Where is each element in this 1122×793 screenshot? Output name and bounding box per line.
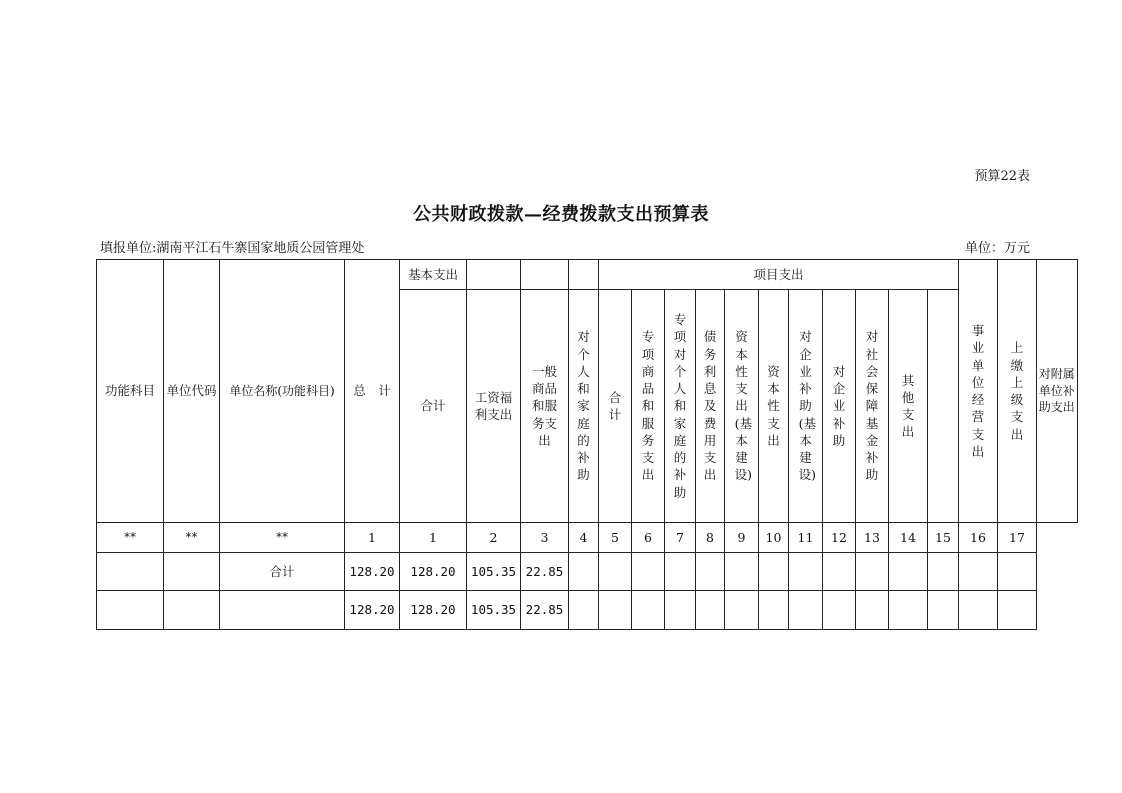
cell-capital <box>759 553 789 591</box>
cell-social-security <box>856 591 889 630</box>
header-capital: 资本性支出 <box>759 290 789 523</box>
cell-capital-infra <box>725 553 759 591</box>
cell-debt-interest <box>696 591 725 630</box>
cell-business-op <box>928 591 959 630</box>
cell-proj-personal-family <box>665 591 696 630</box>
index-cell: ** <box>97 523 164 553</box>
index-cell: 10 <box>759 523 789 553</box>
cell-to-affiliates <box>998 591 1037 630</box>
cell-personal-family <box>569 591 599 630</box>
cell-unit-name <box>220 591 345 630</box>
cell-other <box>889 553 928 591</box>
index-cell: 2 <box>467 523 521 553</box>
index-row <box>97 523 1078 553</box>
filling-unit: 填报单位:湖南平江石牛寨国家地质公园管理处 <box>100 241 365 256</box>
cell-enterprise <box>823 591 856 630</box>
cell-total: 128.20 <box>345 553 400 591</box>
header-blank-3 <box>569 260 599 290</box>
table-row <box>97 553 1078 591</box>
cell-proj-goods-services <box>632 553 665 591</box>
header-unit-code: 单位代码 <box>164 260 220 523</box>
budget-table <box>96 259 1078 630</box>
cell-wage-welfare: 105.35 <box>467 591 521 630</box>
header-proj-personal-family: 专项对个人和家庭的补助 <box>665 290 696 523</box>
cell-personal-family <box>569 553 599 591</box>
cell-func-subject <box>97 553 164 591</box>
cell-proj-subtotal <box>599 553 632 591</box>
cell-business-op <box>928 553 959 591</box>
cell-goods-services: 22.85 <box>521 591 569 630</box>
index-cell: 7 <box>665 523 696 553</box>
index-cell: 1 <box>400 523 467 553</box>
header-blank-1 <box>467 260 521 290</box>
index-cell: 8 <box>696 523 725 553</box>
cell-proj-subtotal <box>599 591 632 630</box>
index-cell: ** <box>164 523 220 553</box>
cell-to-higher <box>959 591 998 630</box>
currency-unit: 单位：万元 <box>964 241 1030 256</box>
header-basic-subtotal: 合计 <box>400 290 467 523</box>
cell-debt-interest <box>696 553 725 591</box>
header-debt-interest: 债务利息及费用支出 <box>696 290 725 523</box>
cell-capital <box>759 591 789 630</box>
index-cell: 17 <box>998 523 1037 553</box>
cell-func-subject <box>97 591 164 630</box>
index-cell: ** <box>220 523 345 553</box>
cell-total: 128.20 <box>345 591 400 630</box>
header-enterprise: 对企业补助 <box>823 290 856 523</box>
index-cell: 1 <box>345 523 400 553</box>
header-capital-infra: 资本性支出(基本建设) <box>725 290 759 523</box>
cell-basic-subtotal: 128.20 <box>400 553 467 591</box>
index-cell: 11 <box>789 523 823 553</box>
cell-enterprise <box>823 553 856 591</box>
header-wage-welfare: 工资福利支出 <box>467 290 521 523</box>
cell-unit-code <box>164 591 220 630</box>
header-social-security: 对社会保障基金补助 <box>856 290 889 523</box>
page-title: 公共财政拨款—经费拨款支出预算表 <box>413 204 709 225</box>
cell-other <box>889 591 928 630</box>
header-business-op: 事业单位经营支出 <box>959 260 998 523</box>
index-cell: 13 <box>856 523 889 553</box>
cell-enterprise-infra <box>789 553 823 591</box>
header-enterprise-infra: 对企业补助(基本建设) <box>789 290 823 523</box>
cell-to-higher <box>959 553 998 591</box>
cell-wage-welfare: 105.35 <box>467 553 521 591</box>
index-cell: 3 <box>521 523 569 553</box>
header-other: 其他支出 <box>889 290 928 523</box>
header-unit-name: 单位名称(功能科目) <box>220 260 345 523</box>
header-blank-2 <box>521 260 569 290</box>
cell-to-affiliates <box>998 553 1037 591</box>
cell-proj-goods-services <box>632 591 665 630</box>
header-to-affiliates: 对附属单位补助支出 <box>1037 260 1078 523</box>
header-proj-goods-services: 专项商品和服务支出 <box>632 290 665 523</box>
header-project-group: 项目支出 <box>599 260 959 290</box>
index-cell: 6 <box>632 523 665 553</box>
index-cell: 4 <box>569 523 599 553</box>
header-basic-group: 基本支出 <box>400 260 467 290</box>
table-row <box>97 591 1078 630</box>
form-number: 预算22表 <box>974 169 1030 184</box>
cell-proj-personal-family <box>665 553 696 591</box>
header-proj-subtotal: 合计 <box>599 290 632 523</box>
cell-basic-subtotal: 128.20 <box>400 591 467 630</box>
cell-capital-infra <box>725 591 759 630</box>
index-cell: 16 <box>959 523 998 553</box>
header-to-higher: 上缴上级支出 <box>998 260 1037 523</box>
header-goods-services: 一般商品和服务支出 <box>521 290 569 523</box>
cell-enterprise-infra <box>789 591 823 630</box>
index-cell: 14 <box>889 523 928 553</box>
index-cell: 12 <box>823 523 856 553</box>
cell-unit-code <box>164 553 220 591</box>
cell-social-security <box>856 553 889 591</box>
index-cell: 9 <box>725 523 759 553</box>
header-personal-family: 对个人和家庭的补助 <box>569 290 599 523</box>
header-total: 总 计 <box>345 260 400 523</box>
cell-goods-services: 22.85 <box>521 553 569 591</box>
index-cell: 15 <box>928 523 959 553</box>
header-func-subject: 功能科目 <box>97 260 164 523</box>
index-cell: 5 <box>599 523 632 553</box>
cell-unit-name: 合计 <box>220 553 345 591</box>
